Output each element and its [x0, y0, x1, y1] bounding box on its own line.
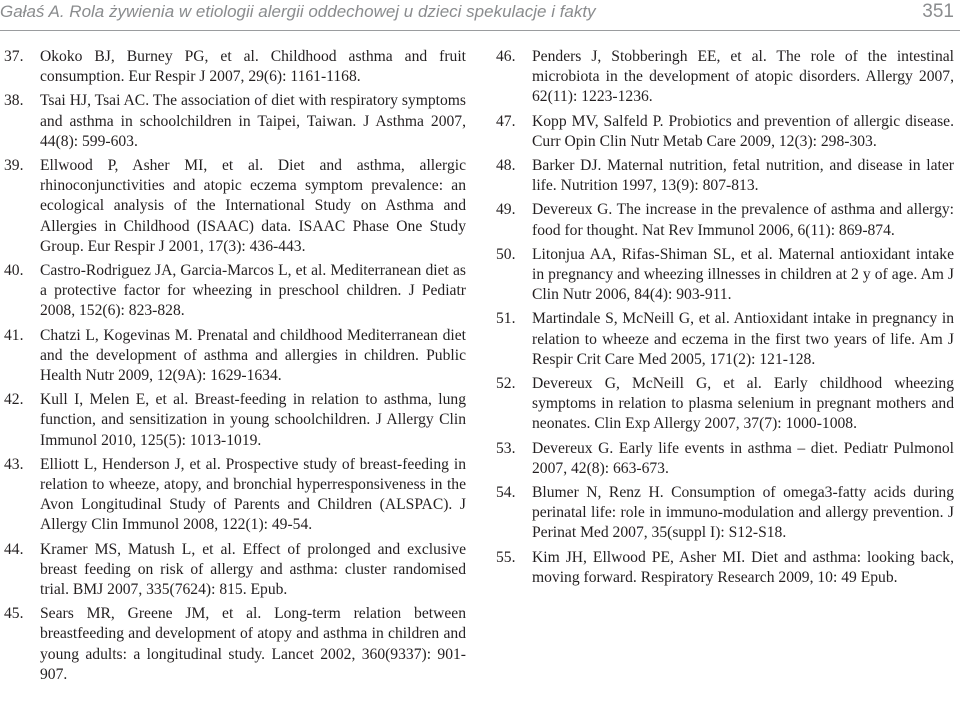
- reference-number: 52.: [496, 375, 516, 393]
- references-right-column: [496, 47, 954, 592]
- reference-number: 49.: [496, 201, 516, 219]
- reference-number: 40.: [4, 262, 24, 280]
- reference-item: [496, 245, 954, 306]
- reference-item: [4, 156, 466, 257]
- reference-number: 51.: [496, 310, 516, 328]
- reference-item: [496, 483, 954, 544]
- reference-number: 43.: [4, 455, 24, 473]
- reference-item: [4, 261, 466, 322]
- reference-text: Kopp MV, Salfeld P. Probiotics and prevention of allergic disease. Curr Opin Clin Nutr Metab Care 2009, 12(3): 298-303.: [532, 112, 954, 150]
- reference-text: Chatzi L, Kogevinas M. Prenatal and childhood Mediterranean diet and the development of asthma and allergies in children. Public Health Nutr 2009, 12(9A): 1629-1634.: [40, 326, 466, 385]
- reference-text: Devereux G. The increase in the prevalence of asthma and allergy: food for thought. Nat Rev Immunol 2006, 6(11): 869-874.: [532, 201, 954, 239]
- reference-text: Martindale S, McNeill G, et al. Antioxidant intake in pregnancy in relation to wheeze and eczema in the first two years of life. Am J Respir Crit Care Med 2005, 171(2): 121-128.: [532, 310, 954, 368]
- reference-text: Blumer N, Renz H. Consumption of omega3-fatty acids during perinatal life: role in immuno-modulation and allergy prevention. J Perinat Med 2007, 35(suppl I): S12-S18.: [532, 484, 954, 542]
- reference-item: [496, 200, 954, 240]
- reference-number: 53.: [496, 439, 516, 457]
- references-left-column: [4, 47, 466, 689]
- reference-item: [496, 112, 954, 152]
- reference-item: [4, 604, 466, 685]
- reference-text: Devereux G, McNeill G, et al. Early childhood wheezing symptoms in relation to plasma selenium in pregnant mothers and neonates. Clin Exp Allergy 2007, 37(7): 1000-1008.: [532, 375, 954, 433]
- running-title: Gałaś A. Rola żywienia w etiologii alergii oddechowej u dzieci spekulacje i fakty: [0, 2, 596, 21]
- reference-item: [4, 326, 466, 387]
- reference-number: 38.: [4, 92, 24, 110]
- reference-text: Barker DJ. Maternal nutrition, fetal nutrition, and disease in later life. Nutrition 1997, 13(9): 807-813.: [532, 157, 954, 195]
- reference-number: 54.: [496, 484, 516, 502]
- reference-text: Okoko BJ, Burney PG, et al. Childhood asthma and fruit consumption. Eur Respir J 2007, 29(6): 1161-1168.: [40, 48, 466, 86]
- reference-number: 37.: [4, 48, 24, 65]
- reference-item: [496, 374, 954, 435]
- reference-text: Kull I, Melen E, et al. Breast-feeding in relation to asthma, lung function, and sensitization in young schoolchildren. J Allergy Clin Immunol 2010, 125(5): 1013-1019.: [40, 391, 466, 449]
- page-number: 351: [922, 1, 954, 22]
- reference-item: [496, 309, 954, 370]
- reference-item: [4, 455, 466, 536]
- reference-text: Penders J, Stobberingh EE, et al. The role of the intestinal microbiota in the development of atopic disorders. Allergy 2007, 62(11): 1223-1236.: [532, 48, 954, 106]
- reference-item: [4, 47, 466, 87]
- reference-number: 45.: [4, 605, 24, 623]
- reference-number: 47.: [496, 112, 516, 130]
- reference-text: Devereux G. Early life events in asthma – diet. Pediatr Pulmonol 2007, 42(8): 663-673.: [532, 439, 954, 477]
- reference-text: Ellwood P, Asher MI, et al. Diet and asthma, allergic rhinoconjunctivities and atopic eczema symptom prevalence: an ecological analysis of the International Study on Asthma and Allergies in Childhood (ISAAC) data. ISAAC Phase One Study Group. Eur Respir J 2001, 17(3): 436-443.: [40, 157, 466, 255]
- reference-number: 55.: [496, 548, 516, 566]
- reference-text: Sears MR, Greene JM, et al. Long-term relation between breastfeeding and development of atopy and asthma in children and young adults: a longitudinal study. Lancet 2002, 360(9337): 901-907.: [40, 605, 466, 683]
- reference-text: Elliott L, Henderson J, et al. Prospective study of breast-feeding in relation to wheeze, atopy, and bronchial hyperresponsiveness in the Avon Longitudinal Study of Parents and Children (ALSPAC). J Allergy Clin Immunol 2008, 122(1): 49-54.: [40, 455, 466, 534]
- reference-item: [496, 47, 954, 108]
- reference-number: 39.: [4, 157, 24, 175]
- reference-text: Tsai HJ, Tsai AC. The association of diet with respiratory symptoms and asthma in schoolchildren in Taipei, Taiwan. J Asthma 2007, 44(8): 599-603.: [40, 92, 466, 150]
- reference-text: Kim JH, Ellwood PE, Asher MI. Diet and asthma: looking back, moving forward. Respiratory Research 2009, 10: 49 Epub.: [532, 548, 954, 586]
- reference-item: [496, 156, 954, 196]
- reference-number: 50.: [496, 245, 516, 263]
- reference-item: [496, 439, 954, 479]
- header-rule: [0, 30, 960, 31]
- running-header: [0, 0, 960, 34]
- reference-text: Kramer MS, Matush L, et al. Effect of prolonged and exclusive breast feeding on risk of allergy and asthma: cluster randomised trial. BMJ 2007, 335(7624): 815. Epub.: [40, 540, 466, 599]
- reference-number: 42.: [4, 391, 24, 409]
- reference-item: [496, 548, 954, 588]
- reference-number: 44.: [4, 540, 24, 558]
- reference-text: Castro-Rodriguez JA, Garcia-Marcos L, et al. Mediterranean diet as a protective factor for wheezing in preschool children. J Pediatr 2008, 152(6): 823-828.: [40, 262, 466, 320]
- reference-number: 41.: [4, 326, 24, 344]
- reference-number: 48.: [496, 157, 516, 175]
- reference-text: Litonjua AA, Rifas-Shiman SL, et al. Maternal antioxidant intake in pregnancy and wheezing illnesses in children at 2 y of age. Am J Clin Nutr 2006, 84(4): 903-911.: [532, 245, 954, 304]
- reference-item: [4, 540, 466, 601]
- reference-item: [4, 390, 466, 451]
- reference-number: 46.: [496, 48, 516, 65]
- reference-item: [4, 91, 466, 152]
